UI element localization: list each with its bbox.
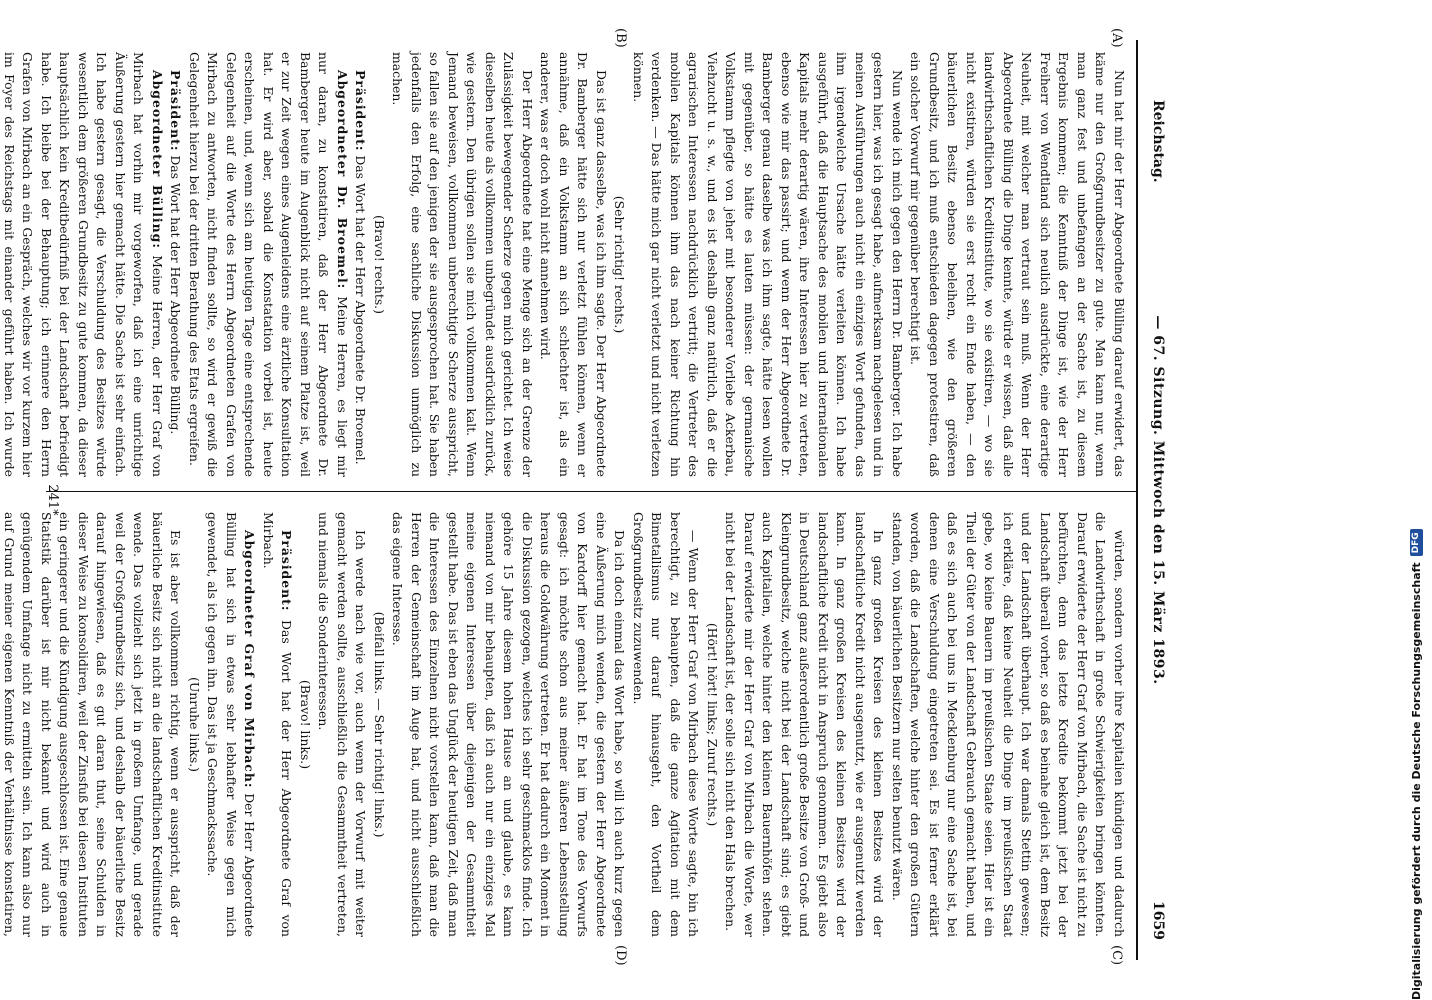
header-left: Reichstag. — [1150, 100, 1166, 183]
paragraph: Ich werde nach wie vor, auch wenn der Vorwurf mit weiter gemacht werden sollte, ausschließlich die Gesammtheit vertreten, und niemals die Sonderinteressen. — [316, 512, 369, 937]
speaker-name: Präsident: — [168, 70, 184, 152]
paragraph: Das ist ganz dasselbe, was ich ihm sagte. Der Herr Abgeordnete Dr. Bamberger hätte sich nur verletzt fühlen können, wenn er annähme, daß ein Volkstamm an sich schlechter ist, als ein anderer, was er doch wohl nicht annehmen wird. — [538, 52, 609, 477]
speaker-name: Präsident: — [279, 530, 295, 612]
interjection: (Bravo! rechts.) — [372, 215, 387, 314]
paragraph: Nun hat mir der Herr Abgeordnete Bülling darauf erwidert, das käme nur den Großgrundbesitzer zu gute. Man kann nur, wenn man ganz fest und unbefangen an der Sache ist, zu diesem Ergebnis kommen; die Kenntniß der Dinge ist, wie der Herr Freiherr von Wendtland sich neulich ausdrückte, eine derartige Neuheit, mit welcher man vertraut sein muß. Wenn der Herr Abgeordnete Bülling die Dinge kennte, würde er wissen, daß alle landwirthschaftlichen Kreditinstitute, wo sie existiren, — wo sie nicht existiren, würden sie erst recht ein Ende haben, — den bäuerlichen Besitz ebenso beleihen, wie den größeren Grundbesitz, und ich muß entschieden dagegen protestiren, daß ein solcher Vorwurf mir gegenüber berechtigt ist. — [908, 52, 1127, 477]
margin-marker-c: (C) — [1109, 945, 1124, 966]
margin-marker-a: (A) — [1109, 28, 1124, 48]
interjection: (Sehr richtig! rechts.) — [612, 195, 628, 334]
paragraph: würden, sondern vorher ihre Kapitalien kündigen und dadurch die Landwirthschaft in große Schwierigkeiten bringen könnten. Darauf erwiderte der Herr Graf von Mirbach, die Sache ist nicht zu befürchten, denn das letzte Kredite bekommt jetzt bei der Landschaft überall vorher, so daß es beinahe gleich ist, dem Besitz und der Landschaft überhaupt. Ich war damals Stettin gewesen; ich erkläre, daß keine Neuheit die Dinge im preußischen Staat gebe, wo keine Bauern im preußischen Staate seien. Hier ist ein Theil der Güter von der Landschaft Gebrauch gemacht haben, und daß es sich auch bei uns in Mecklenburg nur eine Sache ist, bei denen eine Verschuldung eingetreten sei. Es ist ferner erklärt worden, daß die Landschaften, welche hinter den großen Gütern standen, von bäuerlichen Besitzern nur selten benutzt wären. — [890, 512, 1127, 938]
sheet-number: 241* — [45, 484, 60, 516]
margin-marker-d: (D) — [613, 945, 628, 966]
header-rule — [1136, 40, 1138, 960]
paragraph: In ganz großen Kreisen des kleinen Besitzes wird der landschaftliche Kredit nicht ausgenutzt, wie er ausgenutzt werden kann. In ganz großen Kreisen des kleinen Besitzes wird der landschaftliche Kredit nicht in Anspruch genommen. Es giebt also in Deutschland ganz außerordentlich große Besitze von Groß- und Kleingrundbesitz, welche nicht bei der Landschaft sind; es giebt auch Kapitalien, welche hinter den kleinen Bauernhöfen stehen. Darauf erwiderte mir der Herr Graf von Mirbach die Worte, wer nicht bei der Landschaft ist, der solle sich nicht den Hals brechen. — [723, 512, 887, 937]
speech-text: Meine Herren, der Herr Graf von Mirbach hat vorhin mir vorgeworfen, daß ich eine unrichtige Äußerung gestern hier gemacht hätte. Die Sache ist sehr einfach. Ich habe gestern gesagt, die Verschuldung des Besitzes würde wesentlich dem größeren Grundbesitz zu gute kommen, da dieser hauptsächlich kein Kreditbedürfniß bei der Landschaft befriedigt habe. Ich bleibe bei der Behauptung; ich erinnere den Herrn Grafen von Mirbach an ein Gespräch, welches wir vor kurzem hier im Foyer des Reichstags mit einander geführt haben. Ich wurde — [2, 52, 165, 477]
speech-text: Das Wort hat der Herr Abgeordnete Dr. Broemel. — [353, 151, 369, 465]
interjection: (Beifall links. — Sehr richtig! links.) — [372, 611, 387, 838]
speech-paragraph — [259, 512, 296, 937]
credit-text: Digitalisierung gefördert durch die Deutsche Forschungsgemeinschaft — [1409, 562, 1423, 1000]
paragraph: Nun wende ich mich gegen den Herrn Dr. Bamberger. Ich habe gestern hier, was ich gesagt habe, aufmerksam nachgelesen und in meinen Ausführungen auch nicht ein einziges Wort gefunden, das ihm irgendwelche Ursache hätte verleiten können. Ich habe ausgeführt, daß die Hauptsache des mobilen und internationalen Kapitals mehr derartig wären, ihre Interessen hier zu vertreten, ebenso wie mir das passirt; und wenn der Herr Abgeordnete Dr. Bamberger genau daselbe was ich ihm sagte, hätte lesen wollen mit gegenüber, so hätte es lauten müssen: der germanische Volkstamm pflegte von jeher mit besonderer Vorliebe Ackerbau, Viehzucht u. s. w., und es ist deshalb ganz natürlich, daß er die agrarischen Interessen nachdrücklich vertritt; die Vertreter des mobilen Kapitals können ihm das nach keiner Richtung hin verdenken. — Das hätte mich gar nicht verletzt und nicht verletzen können. — [631, 52, 905, 477]
header-center: — 67. Sitzung. Mittwoch den 15. März 1893. — [1150, 315, 1166, 685]
speech-paragraph — [351, 52, 370, 477]
interjection: (Bravo! links.) — [298, 679, 313, 770]
digitization-credit — [1407, 0, 1425, 1000]
paragraph: — Wenn der Herr Graf von Mirbach diese Worte sagte, bin ich berechtigt, zu behaupten, daß die ganze Agitation mit dem Bimetallismus nur darauf hinausgeht, den Vortheil dem Großgrundbesitz zuzuwenden. — [631, 512, 702, 937]
speech-text: Das Wort hat der Herr Abgeordnete Graf von Mirbach. — [261, 512, 295, 937]
interjection: (Unruhe links.) — [187, 677, 202, 772]
speaker-name: Präsident: — [353, 70, 369, 152]
left-column — [2, 52, 1128, 477]
margin-marker-b: (B) — [613, 28, 628, 48]
paragraph: Der Herr Abgeordnete hat eine Menge sich an der Grenze der Zulässigkeit bewegender Scherze gegen mich gerichtet. Ich weise dieselben heute als vollkommen unbegründet ausdrücklich zurück, wie gestern. Den übrigen sollen sie mich vollkommen kalt. Wenn Jemand beweisen, vollkommen unberechtigte Scherze ausspricht, so fallen sie auf den jenigen der sie ausgesprochen hat. Sie haben jedenfalls den Erfolg, eine sachliche Diskussion unmöglich zu machen. — [390, 52, 535, 477]
page-number: 1659 — [1150, 901, 1166, 940]
speaker-name: Abgeordneter Graf von Mirbach: — [242, 530, 258, 789]
interjection: (Hört! hört! links; Zuruf rechts.) — [705, 622, 720, 827]
speech-paragraph — [203, 512, 259, 937]
speech-paragraph — [166, 52, 185, 477]
paragraph: Da ich doch einmal das Wort habe, so will ich auch kurz gegen eine Äußerung mich wenden, die gestern der Herr Abgeordnete von Kardorff hier gemacht hat. Er hat im Tone des Vorwurfs gesagt: ich möchte schon aus meiner äußeren Lebensstellung heraus die Goldwährung vertreten. Er hat dadurch ein Moment in die Diskussion gezogen, welches ich sehr geschmacklos finde. Ich gehöre 15 Jahre diesem hohen Hause an und glaube, es kann niemand von mir behaupten, daß ich auch nur ein einziges Mal meine eigenen Interessen über diejenigen der Gesammtheit gestellt habe. Das ist eben das Unglück der heutigen Zeit, daß man die Interessen des Einzelnen nicht vorstellen kann, daß man die Herren der Gemeinschaft im Auge hat, und nicht ausschließlich das eigene Interesse. — [390, 512, 628, 937]
speaker-name: Abgeordneter Dr. Broemel: — [335, 70, 350, 290]
speech-paragraph — [0, 52, 166, 477]
dfg-logo: DFG — [1410, 529, 1423, 556]
right-column — [2, 512, 1128, 938]
speech-text: Meine Herren, es liegt mir nur daran, zu konstatiren, daß der Herr Abgeordnete Dr. Bamberger heute im Augenblick nicht auf seinem Platze ist, weil er zur Zeit wegen eines Augenleidens eine ärztliche Konsultation hat. Er wird aber, sobald die Konstatation vorbei ist, heute erscheinen, und, wenn sich am heutigen Tage eine entsprechende Gelegenheit auf die Worte des Herrn Abgeordneten Grafen von Mirbach zu antworten, nicht finden sollte, so wird er gewiß die Gelegenheit hierzu bei der dritten Berathung des Etats ergreifen. — [187, 52, 350, 477]
speech-paragraph — [185, 52, 352, 477]
running-head — [1142, 40, 1172, 960]
speech-text: Das Wort hat der Herr Abgeordnete Bülling. — [168, 151, 184, 435]
speaker-name: Abgeordneter Bülling: — [150, 70, 165, 249]
column-rule — [46, 491, 1136, 492]
paragraph: Es ist aber vollkommen richtig, wenn er ausspricht, daß der bäuerliche Besitz sich nicht an die landschaftlichen Kreditinstitute wende. Das vollzieht sich jetzt in großem Umfange, und gerade weil der Großgrundbesitz sich, und deshalb der bäuerliche Besitz darauf hingewiesen, daß es gut daran thut, seine Schulden in dieser Weise zu konsolidiren, weil der Zinsfuß bei diesen Instituten ein geringerer und die Kündigung ausgeschlossen ist. Eine genaue Statistik darüber ist mir nicht bekannt und wird auch in genügendem Umfange nicht zu ermitteln sein. Ich kann also nur auf Grund meiner eigenen Kenntniß der Verhältnisse konstatiren, — [2, 512, 184, 937]
speech-text: Der Herr Abgeordnete Bülling hat sich in etwas sehr lebhafter Weise gegen mich gewendet, als ich gegen ihn. Das ist ja Geschmackssache. — [205, 512, 258, 937]
